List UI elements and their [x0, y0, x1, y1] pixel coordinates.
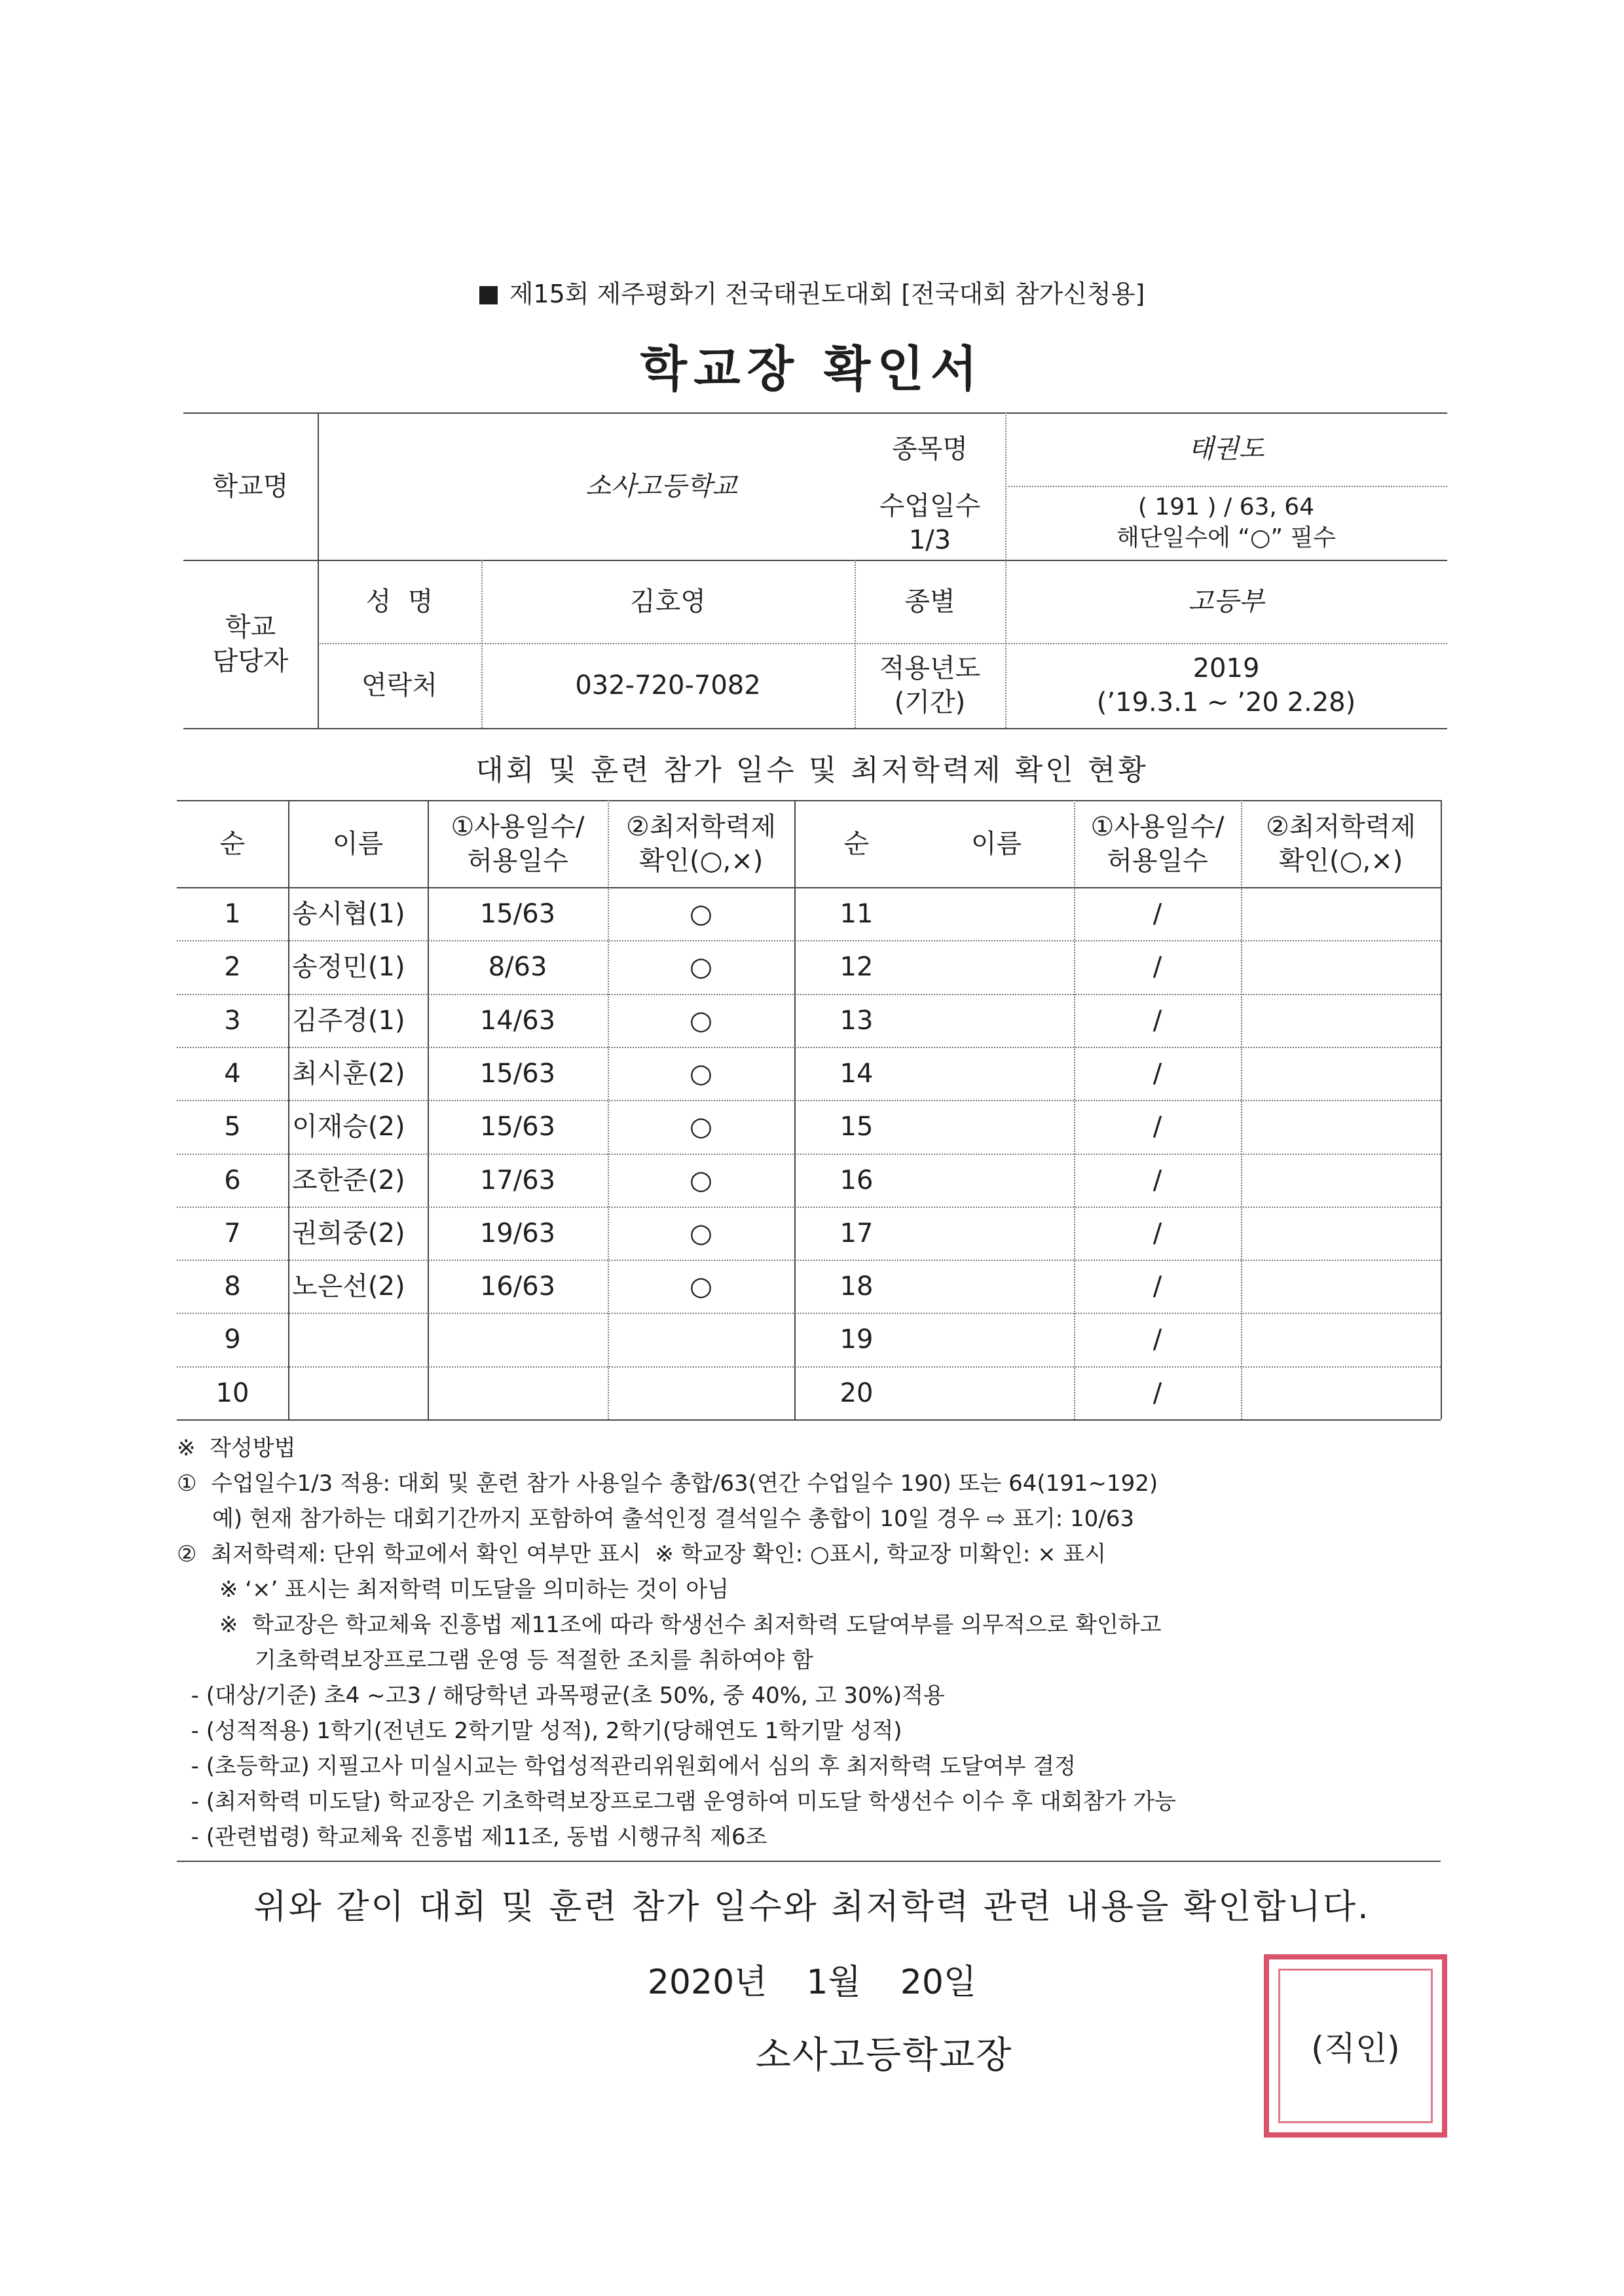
table-cell-left-check: ○ — [690, 1111, 712, 1142]
date-year: 2020년 — [647, 1963, 767, 2002]
table-cell-right-no: 20 — [840, 1377, 874, 1408]
table-cell-left-days: 15/63 — [479, 898, 556, 929]
header-check-line-2: 확인(○,×) — [638, 845, 764, 876]
table-cell-left-days: 14/63 — [479, 1005, 556, 1036]
manager-label-line-1: 학교 — [225, 611, 276, 642]
note-line: ① 수업일수1/3 적용: 대회 및 훈련 참가 사용일수 총합/63(연간 수업일수 190) 또는 64(191~192) — [177, 1470, 1158, 1497]
days-label — [855, 486, 1005, 560]
section-title: 대회 및 훈련 참가 일수 및 최저학력제 확인 현황 — [475, 754, 1149, 787]
table-cell-left-days: 17/63 — [479, 1165, 556, 1195]
square-bullet-icon — [479, 286, 498, 304]
table-cell-left-name: 김주경(1) — [292, 1005, 405, 1036]
note-line: ② 최저학력제: 단위 학교에서 확인 여부만 표시 ※ 학교장 확인: ○표시, 학교장 미확인: × 표시 — [177, 1541, 1107, 1567]
event-line: 제15회 제주평화기 전국태권도대회 [전국대회 참가신청용] — [509, 280, 1145, 308]
table-cell-left-no: 8 — [224, 1271, 241, 1302]
table-cell-right-no: 13 — [840, 1005, 874, 1036]
table-cell-left-name: 송시협(1) — [292, 898, 405, 929]
header-name: 이름 — [332, 828, 384, 859]
note-line: ※ 작성방법 — [177, 1435, 296, 1461]
note-line: - (성적적용) 1학기(전년도 2학기말 성적), 2학기(당해연도 1학기말 성적) — [177, 1718, 902, 1744]
note-line: ※ ‘×’ 표시는 최저학력 미도달을 의미하는 것이 아님 — [177, 1576, 729, 1603]
table-cell-left-check: ○ — [690, 951, 712, 982]
year-label — [855, 643, 1005, 728]
table-cell-left-name: 조한준(2) — [292, 1165, 405, 1195]
table-cell-right-no: 16 — [840, 1165, 874, 1195]
manager-label-line-2: 담당자 — [212, 646, 289, 676]
table-cell-left-no: 1 — [224, 898, 241, 929]
name-value: 김호영 — [630, 586, 706, 617]
table-cell-left-check: ○ — [690, 1165, 712, 1195]
table-cell-left-no: 6 — [224, 1165, 241, 1195]
table-cell-right-no: 19 — [840, 1324, 874, 1355]
table-cell-left-days: 15/63 — [479, 1058, 556, 1089]
table-cell-right-days: / — [1153, 1058, 1162, 1089]
note-line: - (초등학교) 지필고사 미실시교는 학업성적관리위원회에서 심의 후 최저학력 도달여부 결정 — [177, 1753, 1076, 1779]
manager-label — [183, 560, 318, 728]
days-value-line-1: ( 191 ) / 63, 64 — [1137, 493, 1315, 520]
year-label-line-2: (기간) — [894, 687, 966, 718]
event-header — [0, 274, 1624, 310]
table-cell-right-days: / — [1153, 1218, 1162, 1248]
note-line: - (관련법령) 학교체육 진흥법 제11조, 동법 시행규칙 제6조 — [177, 1824, 767, 1850]
table-cell-right-no: 12 — [840, 951, 874, 982]
principal-name: 소사고등학교장 — [755, 2034, 1013, 2077]
header-days — [428, 800, 608, 887]
table-cell-right-days: / — [1153, 1377, 1162, 1408]
header-check-line-1: ②최저학력제 — [625, 811, 777, 842]
note-line: ※ 학교장은 학교체육 진흥법 제11조에 따라 학생선수 최저학력 도달여부를 의무적으로 확인하고 — [177, 1612, 1162, 1638]
name-label: 성 명 — [365, 586, 434, 617]
table-cell-left-no: 5 — [224, 1111, 241, 1142]
header-check-right-line-1: ②최저학력제 — [1265, 811, 1416, 842]
table-cell-right-days: / — [1153, 1111, 1162, 1142]
table-cell-left-no: 3 — [224, 1005, 241, 1036]
contact-label: 연락처 — [361, 670, 437, 701]
table-cell-left-check: ○ — [690, 1218, 712, 1248]
table-cell-left-days: 16/63 — [479, 1271, 556, 1302]
sport-label: 종목명 — [892, 434, 968, 464]
table-cell-right-no: 15 — [840, 1111, 874, 1142]
table-cell-left-no: 7 — [224, 1218, 241, 1248]
days-label-line-1: 수업일수 — [879, 490, 981, 521]
days-label-line-2: 1/3 — [908, 524, 951, 555]
seal-label: (직인) — [1308, 2022, 1403, 2069]
days-value-line-2: 해단일수에 “○” 필수 — [1116, 524, 1337, 551]
header-no-right: 순 — [843, 828, 870, 859]
table-cell-left-check — [608, 1366, 794, 1419]
table-cell-left-name: 최시훈(2) — [292, 1058, 405, 1089]
table-cell-left-no: 9 — [224, 1324, 241, 1355]
table-cell-right-days: / — [1153, 1005, 1162, 1036]
division-label: 종별 — [904, 586, 955, 617]
table-cell-left-check: ○ — [690, 898, 712, 929]
division-value: 고등부 — [1188, 586, 1264, 617]
table-cell-right-days: / — [1153, 898, 1162, 929]
date-day: 20일 — [900, 1963, 977, 2002]
header-days-right-line-1: ①사용일수/ — [1090, 811, 1225, 842]
school-value: 소사고등학교 — [585, 471, 737, 501]
table-cell-left-days: 8/63 — [488, 951, 547, 982]
table-cell-left-no: 10 — [215, 1377, 249, 1408]
table-cell-left-days: 19/63 — [479, 1218, 556, 1248]
table-cell-left-check — [608, 1313, 794, 1366]
note-line: 기초학력보장프로그램 운영 등 적절한 조치를 취하여야 함 — [177, 1647, 813, 1673]
table-cell-left-check: ○ — [690, 1271, 712, 1302]
year-label-line-1: 적용년도 — [879, 653, 981, 683]
table-cell-left-days — [428, 1366, 608, 1419]
table-cell-right-days: / — [1153, 951, 1162, 982]
contact-value: 032-720-7082 — [575, 670, 761, 701]
table-cell-left-check: ○ — [690, 1005, 712, 1036]
table-cell-left-no: 2 — [224, 951, 241, 982]
table-cell-right-days: / — [1153, 1165, 1162, 1195]
table-cell-right-no: 18 — [840, 1271, 874, 1302]
table-cell-left-name — [288, 1366, 428, 1419]
table-cell-left-name: 권희중(2) — [292, 1218, 405, 1248]
note-line: - (최저학력 미도달) 학교장은 기초학력보장프로그램 운영하여 미도달 학생선수 이수 후 대회참가 가능 — [177, 1789, 1176, 1815]
table-cell-right-days: / — [1153, 1271, 1162, 1302]
note-line: - (대상/기준) 초4 ~고3 / 해당학년 과목평균(초 50%, 중 40%, 고 30%)적용 — [177, 1683, 945, 1709]
days-value — [1005, 486, 1447, 560]
table-cell-left-no: 4 — [224, 1058, 241, 1089]
table-cell-right-no: 11 — [840, 898, 874, 929]
official-seal — [1264, 1954, 1447, 2138]
confirmation-statement: 위와 같이 대회 및 훈련 참가 일수와 최저학력 관련 내용을 확인합니다. — [253, 1887, 1371, 1927]
table-cell-left-name: 노은선(2) — [292, 1271, 405, 1302]
table-cell-left-name: 송정민(1) — [292, 951, 405, 982]
year-value — [1005, 643, 1447, 728]
header-no: 순 — [219, 828, 246, 859]
header-check-right — [1241, 800, 1441, 887]
header-days-line-2: 허용일수 — [467, 845, 568, 876]
sport-value: 태권도 — [1188, 434, 1264, 464]
header-name-right: 이름 — [970, 828, 1022, 859]
date-month: 1월 — [806, 1963, 861, 2002]
table-cell-right-no: 14 — [840, 1058, 874, 1089]
header-days-right — [1074, 800, 1241, 887]
table-cell-left-check: ○ — [690, 1058, 712, 1089]
table-cell-left-days — [428, 1313, 608, 1366]
header-days-right-line-2: 허용일수 — [1107, 845, 1208, 876]
header-check — [608, 800, 794, 887]
year-value-line-1: 2019 — [1192, 653, 1260, 683]
table-cell-left-days: 15/63 — [479, 1111, 556, 1142]
document-title: 학교장 확인서 — [640, 341, 984, 397]
table-cell-left-name: 이재승(2) — [292, 1111, 405, 1142]
table-cell-right-no: 17 — [840, 1218, 874, 1248]
table-cell-right-days: / — [1153, 1324, 1162, 1355]
year-value-line-2: (’19.3.1 ~ ’20 2.28) — [1096, 687, 1356, 718]
header-days-line-1: ①사용일수/ — [451, 811, 585, 842]
table-cell-left-name — [288, 1313, 428, 1366]
writing-notes — [177, 1430, 1454, 1855]
school-label: 학교명 — [212, 471, 289, 501]
header-check-right-line-2: 확인(○,×) — [1278, 845, 1403, 876]
note-line: 예) 현재 참가하는 대회기간까지 포함하여 출석인정 결석일수 총합이 10일 경우 ⇨ 표기: 10/63 — [177, 1506, 1135, 1532]
